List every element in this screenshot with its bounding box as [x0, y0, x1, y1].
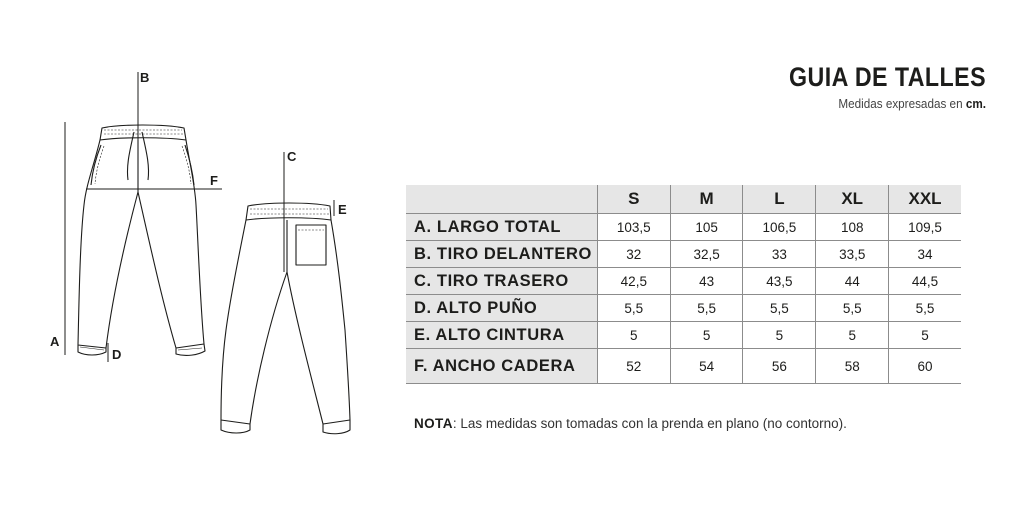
back-pants-drawing: [221, 203, 350, 434]
note-label: NOTA: [414, 416, 453, 431]
table-cell: 33: [743, 241, 816, 268]
subtitle-text: Medidas expresadas en: [838, 96, 966, 111]
table-cell: 44: [816, 268, 889, 295]
table-cell: 33,5: [816, 241, 889, 268]
header-cell-xl: XL: [816, 185, 889, 214]
row-label: D. ALTO PUÑO: [406, 295, 597, 322]
table-row: [406, 295, 961, 322]
row-label: E. ALTO CINTURA: [406, 322, 597, 349]
table-cell: 52: [597, 349, 670, 384]
table-row: [406, 349, 961, 384]
table-cell: 5,5: [889, 295, 961, 322]
title-block: [757, 62, 986, 111]
table-row: [406, 322, 961, 349]
table-cell: 5: [743, 322, 816, 349]
header-cell-l: L: [743, 185, 816, 214]
row-label: B. TIRO DELANTERO: [406, 241, 597, 268]
label-a: A: [50, 334, 60, 349]
table-cell: 34: [889, 241, 961, 268]
note: [414, 416, 847, 431]
table-cell: 43: [670, 268, 743, 295]
table-cell: 5: [889, 322, 961, 349]
table-cell: 108: [816, 214, 889, 241]
table-cell: 5: [670, 322, 743, 349]
subtitle-unit: cm.: [965, 96, 986, 111]
header-cell-empty: [406, 185, 597, 214]
front-pants-drawing: [78, 125, 205, 355]
table-cell: 42,5: [597, 268, 670, 295]
table-cell: 5,5: [670, 295, 743, 322]
table-row: [406, 268, 961, 295]
table-cell: 5: [816, 322, 889, 349]
row-label: F. ANCHO CADERA: [406, 349, 597, 384]
table-cell: 106,5: [743, 214, 816, 241]
page-title: GUIA DE TALLES: [789, 62, 986, 92]
table-cell: 109,5: [889, 214, 961, 241]
row-label: A. LARGO TOTAL: [406, 214, 597, 241]
measurement-lines: [65, 72, 334, 362]
label-e: E: [338, 202, 347, 217]
pants-diagram: [0, 0, 400, 512]
size-table: [406, 185, 961, 384]
header-cell-xxl: XXL: [889, 185, 961, 214]
label-c: C: [287, 149, 297, 164]
table-cell: 58: [816, 349, 889, 384]
table-row: [406, 214, 961, 241]
table-cell: 43,5: [743, 268, 816, 295]
table-row: [406, 241, 961, 268]
table-cell: 103,5: [597, 214, 670, 241]
note-text: : Las medidas son tomadas con la prenda en plano (no contorno).: [452, 416, 847, 431]
table-cell: 5,5: [816, 295, 889, 322]
table-cell: 32,5: [670, 241, 743, 268]
table-header-row: [406, 185, 961, 214]
header-cell-s: S: [597, 185, 670, 214]
header-cell-m: M: [670, 185, 743, 214]
row-label: C. TIRO TRASERO: [406, 268, 597, 295]
table-cell: 56: [743, 349, 816, 384]
table-cell: 5: [597, 322, 670, 349]
table-cell: 60: [889, 349, 961, 384]
label-d: D: [112, 347, 122, 362]
table-cell: 54: [670, 349, 743, 384]
table-cell: 105: [670, 214, 743, 241]
table-cell: 5,5: [743, 295, 816, 322]
label-f: F: [210, 173, 218, 188]
label-b: B: [140, 70, 150, 85]
page-subtitle: [780, 96, 986, 111]
table-cell: 5,5: [597, 295, 670, 322]
table-cell: 44,5: [889, 268, 961, 295]
table-cell: 32: [597, 241, 670, 268]
